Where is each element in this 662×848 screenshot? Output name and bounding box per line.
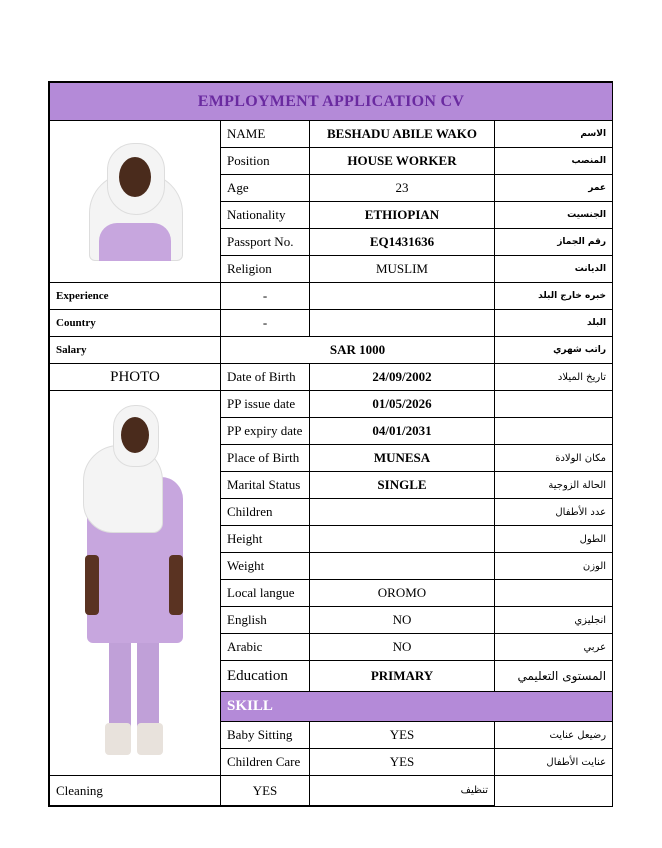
value-name: BESHADU ABILE WAKO bbox=[310, 121, 495, 148]
label-baby-sitting: Baby Sitting bbox=[221, 722, 310, 749]
ar-english: انجليزي bbox=[495, 607, 613, 634]
label-age: Age bbox=[221, 175, 310, 202]
cv-form bbox=[48, 81, 613, 807]
value-arabic: NO bbox=[310, 634, 495, 661]
label-pp-issue: PP issue date bbox=[221, 391, 310, 418]
ar-arabic: عربي bbox=[495, 634, 613, 661]
ar-children: عدد الأطفال bbox=[495, 499, 613, 526]
ar-pp-expiry bbox=[495, 418, 613, 445]
ar-religion: الديانت bbox=[495, 256, 613, 283]
value-education: PRIMARY bbox=[310, 661, 495, 692]
label-nationality: Nationality bbox=[221, 202, 310, 229]
value-weight bbox=[310, 553, 495, 580]
value-children bbox=[310, 499, 495, 526]
value-place-of-birth: MUNESA bbox=[310, 445, 495, 472]
value-pp-issue: 01/05/2026 bbox=[310, 391, 495, 418]
ar-place-of-birth: مكان الولادة bbox=[495, 445, 613, 472]
label-children: Children bbox=[221, 499, 310, 526]
label-pp-expiry: PP expiry date bbox=[221, 418, 310, 445]
label-position: Position bbox=[221, 148, 310, 175]
value-experience: - bbox=[221, 283, 310, 310]
label-english: English bbox=[221, 607, 310, 634]
label-cleaning: Cleaning bbox=[50, 776, 221, 806]
label-passport: Passport No. bbox=[221, 229, 310, 256]
photo-label: PHOTO bbox=[50, 364, 221, 391]
ar-weight: الوزن bbox=[495, 553, 613, 580]
label-place-of-birth: Place of Birth bbox=[221, 445, 310, 472]
full-body-figure bbox=[79, 405, 191, 761]
label-name: NAME bbox=[221, 121, 310, 148]
ar-position: المنصب bbox=[495, 148, 613, 175]
headshot-figure bbox=[79, 143, 191, 261]
label-country: Country bbox=[50, 310, 221, 337]
ar-dob: تاريخ الميلاد bbox=[495, 364, 613, 391]
value-dob: 24/09/2002 bbox=[310, 364, 495, 391]
value-position: HOUSE WORKER bbox=[310, 148, 495, 175]
label-weight: Weight bbox=[221, 553, 310, 580]
ar-nationality: الجنسيت bbox=[495, 202, 613, 229]
cv-title: EMPLOYMENT APPLICATION CV bbox=[50, 83, 613, 121]
value-nationality: ETHIOPIAN bbox=[310, 202, 495, 229]
value-cleaning: YES bbox=[221, 776, 310, 806]
headshot-photo bbox=[50, 121, 221, 283]
blank-experience bbox=[310, 283, 495, 310]
cv-table bbox=[49, 82, 613, 806]
label-height: Height bbox=[221, 526, 310, 553]
ar-marital-status: الحالة الزوجية bbox=[495, 472, 613, 499]
label-local-language: Local langue bbox=[221, 580, 310, 607]
ar-height: الطول bbox=[495, 526, 613, 553]
label-religion: Religion bbox=[221, 256, 310, 283]
ar-children-care: عنايت الأطفال bbox=[495, 749, 613, 776]
ar-age: عمر bbox=[495, 175, 613, 202]
ar-cleaning: تنظيف bbox=[310, 776, 495, 806]
ar-name: الاسم bbox=[495, 121, 613, 148]
value-baby-sitting: YES bbox=[310, 722, 495, 749]
ar-local-language bbox=[495, 580, 613, 607]
label-education: Education bbox=[221, 661, 310, 692]
label-dob: Date of Birth bbox=[221, 364, 310, 391]
ar-salary: راتب شهري bbox=[495, 337, 613, 364]
value-children-care: YES bbox=[310, 749, 495, 776]
value-pp-expiry: 04/01/2031 bbox=[310, 418, 495, 445]
ar-pp-issue bbox=[495, 391, 613, 418]
value-english: NO bbox=[310, 607, 495, 634]
value-age: 23 bbox=[310, 175, 495, 202]
label-salary: Salary bbox=[50, 337, 221, 364]
value-height bbox=[310, 526, 495, 553]
label-children-care: Children Care bbox=[221, 749, 310, 776]
value-local-language: OROMO bbox=[310, 580, 495, 607]
value-religion: MUSLIM bbox=[310, 256, 495, 283]
ar-country: البلد bbox=[495, 310, 613, 337]
value-marital-status: SINGLE bbox=[310, 472, 495, 499]
value-country: - bbox=[221, 310, 310, 337]
ar-education: المستوى التعليمي bbox=[495, 661, 613, 692]
ar-experience: خبره خارج البلد bbox=[495, 283, 613, 310]
full-body-photo bbox=[50, 391, 221, 776]
label-experience: Experience bbox=[50, 283, 221, 310]
skill-header: SKILL bbox=[221, 692, 613, 722]
blank-country bbox=[310, 310, 495, 337]
ar-baby-sitting: رضيعل عنايت bbox=[495, 722, 613, 749]
label-arabic: Arabic bbox=[221, 634, 310, 661]
value-salary: SAR 1000 bbox=[221, 337, 495, 364]
ar-passport: رقم الجماز bbox=[495, 229, 613, 256]
value-passport: EQ1431636 bbox=[310, 229, 495, 256]
label-marital-status: Marital Status bbox=[221, 472, 310, 499]
